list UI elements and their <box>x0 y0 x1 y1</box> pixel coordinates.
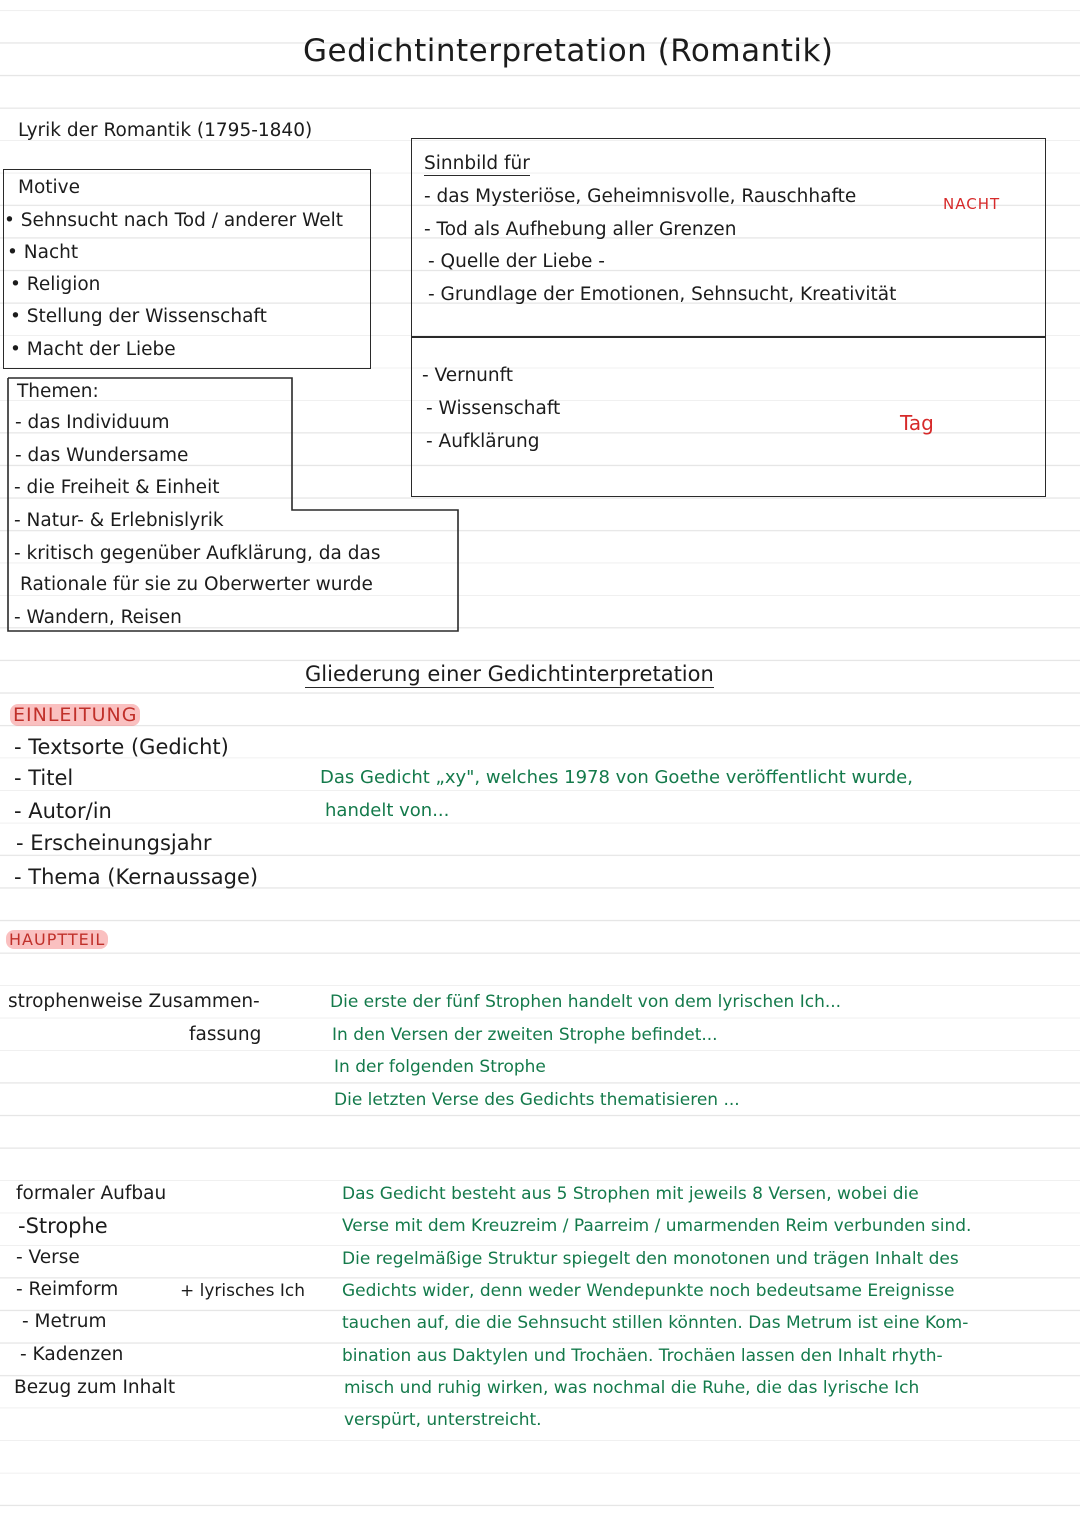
themen-item: - das Wundersame <box>15 445 189 466</box>
einleitung-item: - Erscheinungsjahr <box>16 831 212 855</box>
einleitung-example-line: Das Gedicht „xy", welches 1978 von Goethe veröffentlicht wurde, <box>320 767 913 788</box>
zusammenfassung-label: fassung <box>189 1024 262 1045</box>
aufbau-example-line: Gedichts wider, denn weder Wendepunkte noch bedeutsame Ereignisse <box>342 1281 955 1301</box>
aufbau-item: - Kadenzen <box>20 1344 124 1365</box>
aufbau-item: - Verse <box>16 1247 80 1268</box>
zusammenfassung-example-line: In den Versen der zweiten Strophe befindet... <box>332 1025 718 1045</box>
zusammenfassung-example-line: Die erste der fünf Strophen handelt von dem lyrischen Ich... <box>330 992 842 1012</box>
nacht-label: NACHT <box>943 195 1001 213</box>
aufbau-example-line: Das Gedicht besteht aus 5 Strophen mit jeweils 8 Versen, wobei die <box>342 1184 919 1204</box>
tag-item: - Aufklärung <box>426 431 540 452</box>
hauptteil-label: HAUPTTEIL <box>6 930 108 949</box>
aufbau-example-line: misch und ruhig wirken, was nochmal die Ruhe, die das lyrische Ich <box>344 1378 920 1398</box>
tag-item: - Wissenschaft <box>426 398 561 419</box>
zusammenfassung-label: strophenweise Zusammen- <box>8 991 260 1012</box>
aufbau-example-line: bination aus Daktylen und Trochäen. Trochäen lassen den Inhalt rhyth- <box>342 1346 943 1366</box>
motive-item: • Macht der Liebe <box>10 339 176 360</box>
nacht-item: - Quelle der Liebe - <box>428 251 605 272</box>
einleitung-item: - Thema (Kernaussage) <box>14 865 259 889</box>
tag-item: - Vernunft <box>422 365 514 386</box>
aufbau-example-line: Verse mit dem Kreuzreim / Paarreim / umarmenden Reim verbunden sind. <box>342 1216 972 1236</box>
bezug-label: Bezug zum Inhalt <box>14 1377 176 1398</box>
einleitung-item: - Titel <box>14 766 74 790</box>
tag-label: Tag <box>900 411 934 435</box>
zusammenfassung-example-line: Die letzten Verse des Gedichts thematisieren ... <box>334 1090 740 1110</box>
aufbau-item: - Metrum <box>22 1311 107 1332</box>
aufbau-example-line: Die regelmäßige Struktur spiegelt den monotonen und trägen Inhalt des <box>342 1249 959 1269</box>
lyrisches-ich-note: + lyrisches Ich <box>180 1281 305 1301</box>
gliederung-title: Gliederung einer Gedichtinterpretation <box>305 662 714 686</box>
einleitung-label: EINLEITUNG <box>10 704 140 726</box>
motive-item: • Religion <box>10 274 101 295</box>
lyrik-heading: Lyrik der Romantik (1795-1840) <box>18 120 313 141</box>
nacht-item: - Grundlage der Emotionen, Sehnsucht, Kreativität <box>428 284 897 305</box>
nacht-box <box>411 138 1046 338</box>
nacht-header: Sinnbild für <box>424 153 530 174</box>
aufbau-example-line: verspürt, unterstreicht. <box>344 1410 542 1430</box>
themen-item: - Natur- & Erlebnislyrik <box>14 510 224 531</box>
aufbau-item: -Strophe <box>18 1214 108 1238</box>
aufbau-item: - Reimform <box>16 1279 119 1300</box>
aufbau-example-line: tauchen auf, die die Sehnsucht stillen könnten. Das Metrum ist eine Kom- <box>342 1313 969 1333</box>
einleitung-item: - Textsorte (Gedicht) <box>14 735 229 759</box>
themen-item: - Wandern, Reisen <box>14 607 182 628</box>
aufbau-label: formaler Aufbau <box>16 1183 167 1204</box>
einleitung-item: - Autor/in <box>14 799 112 823</box>
themen-header: Themen: <box>17 381 99 402</box>
einleitung-example-line: handelt von... <box>325 800 450 821</box>
zusammenfassung-example-line: In der folgenden Strophe <box>334 1057 546 1077</box>
themen-item: Rationale für sie zu Oberwerter wurde <box>20 574 373 595</box>
motive-item: • Sehnsucht nach Tod / anderer Welt <box>4 210 344 231</box>
motive-item: • Stellung der Wissenschaft <box>10 306 267 327</box>
nacht-item: - Tod als Aufhebung aller Grenzen <box>424 219 737 240</box>
motive-header: Motive <box>18 177 81 198</box>
nacht-item: - das Mysteriöse, Geheimnisvolle, Rauschhafte <box>424 186 857 207</box>
themen-item: - die Freiheit & Einheit <box>14 477 220 498</box>
page-title: Gedichtinterpretation (Romantik) <box>303 33 834 69</box>
motive-item: • Nacht <box>7 242 79 263</box>
themen-item: - das Individuum <box>15 412 170 433</box>
themen-item: - kritisch gegenüber Aufklärung, da das <box>14 543 381 564</box>
tag-box <box>411 336 1046 497</box>
